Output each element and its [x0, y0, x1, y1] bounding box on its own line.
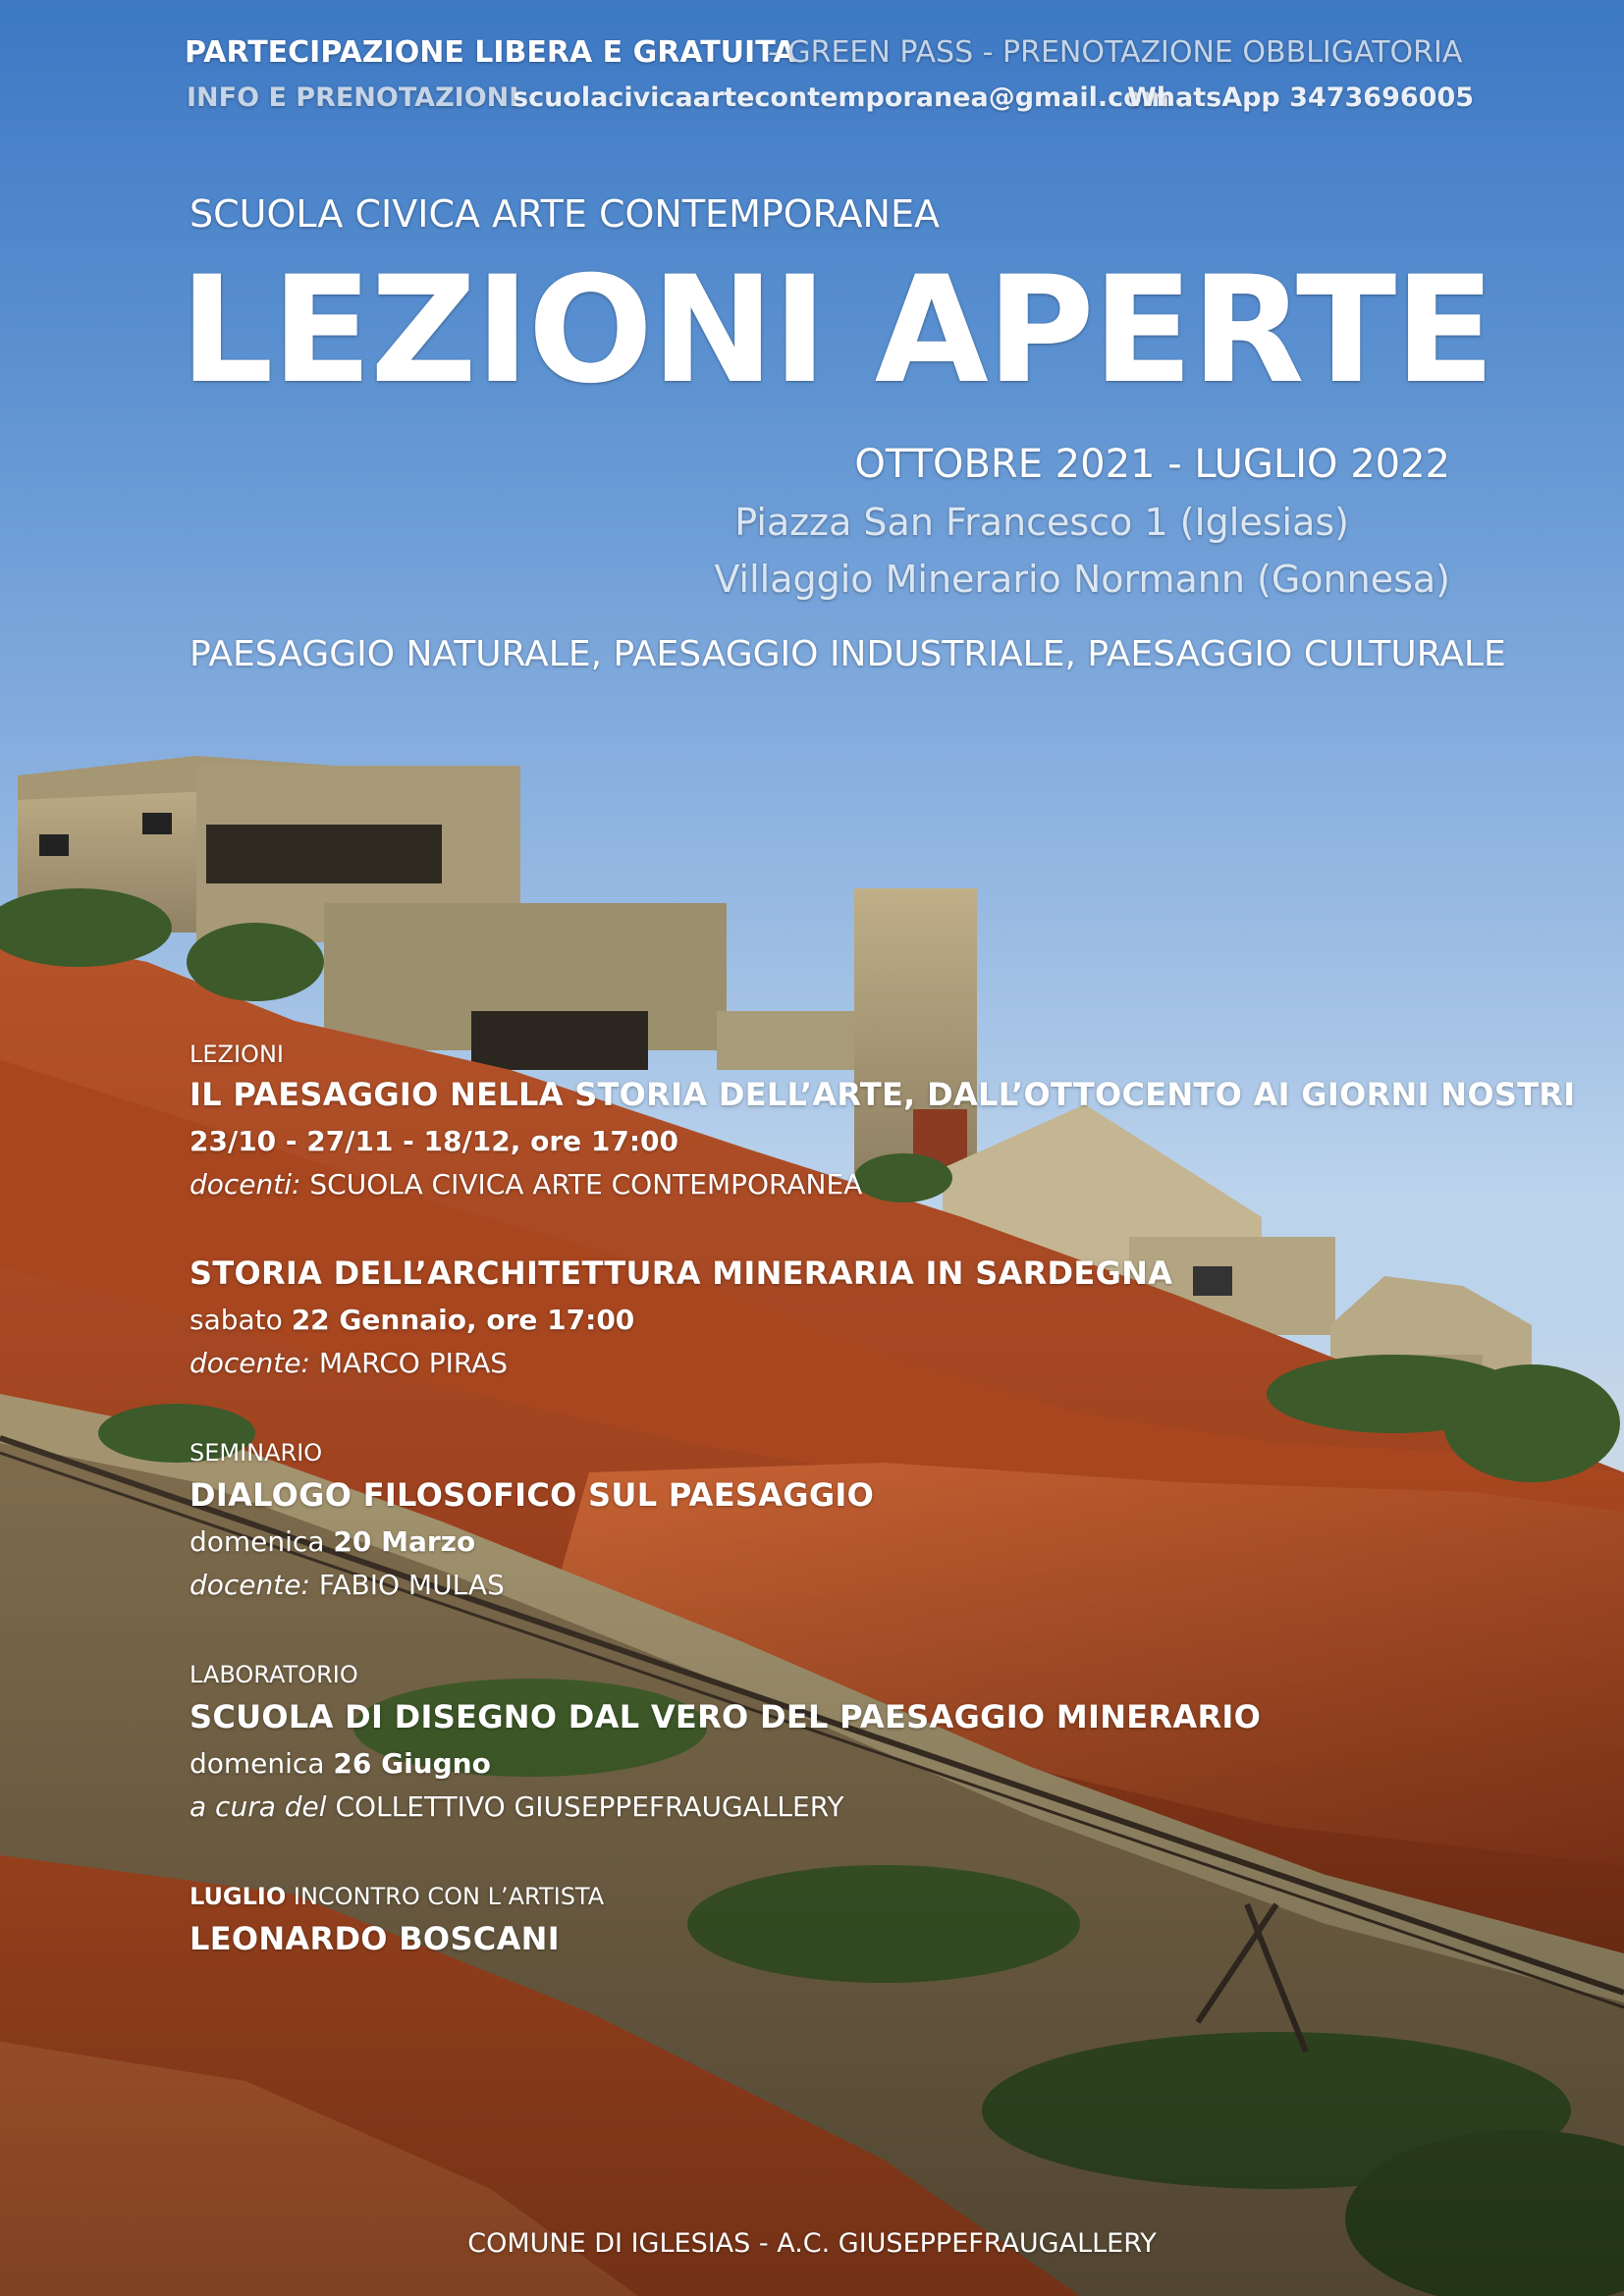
- event-title-dialogo: DIALOGO FILOSOFICO SUL PAESAGGIO: [189, 1476, 875, 1514]
- info-label: INFO E PRENOTAZIONI: [187, 82, 519, 113]
- main-title: LEZIONI APERTE: [180, 245, 1493, 416]
- event-category-lezioni: LEZIONI: [189, 1041, 284, 1068]
- event-teacher-dialogo: [189, 1569, 505, 1601]
- event-title-architettura: STORIA DELL’ARCHITETTURA MINERARIA IN SARDEGNA: [189, 1255, 1173, 1292]
- curator-name: COLLETTIVO GIUSEPPEFRAUGALLERY: [335, 1790, 844, 1823]
- event-curator-disegno: [189, 1790, 843, 1823]
- category-label: INCONTRO CON L’ARTISTA: [293, 1883, 605, 1910]
- event-category-seminario: SEMINARIO: [189, 1439, 323, 1467]
- event-teacher-lezioni: [189, 1168, 862, 1201]
- event-title-artist: LEONARDO BOSCANI: [189, 1920, 560, 1957]
- footer-credits: COMUNE DI IGLESIAS - A.C. GIUSEPPEFRAUGALLERY: [467, 2228, 1157, 2259]
- teacher-role: docente:: [189, 1569, 310, 1601]
- date-prefix: domenica: [189, 1747, 325, 1780]
- teacher-name: SCUOLA CIVICA ARTE CONTEMPORANEA: [309, 1168, 863, 1201]
- free-participation-label: PARTECIPAZIONE LIBERA E GRATUITA: [185, 35, 796, 70]
- location-gonnesa: Villaggio Minerario Normann (Gonnesa): [714, 558, 1450, 601]
- teacher-role: docenti:: [189, 1168, 301, 1201]
- event-date-lezioni: 23/10 - 27/11 - 18/12, ore 17:00: [189, 1125, 678, 1157]
- date-prefix: domenica: [189, 1525, 325, 1558]
- event-title-disegno: SCUOLA DI DISEGNO DAL VERO DEL PAESAGGIO MINERARIO: [189, 1698, 1262, 1735]
- requirements-label: - GREEN PASS - PRENOTAZIONE OBBLIGATORIA: [768, 35, 1463, 70]
- whatsapp-contact[interactable]: WhatsApp 3473696005: [1127, 82, 1475, 113]
- date-value: 20 Marzo: [333, 1525, 476, 1558]
- event-teacher-architettura: [189, 1347, 508, 1379]
- date-prefix: sabato: [189, 1304, 283, 1336]
- theme-subtitle: PAESAGGIO NATURALE, PAESAGGIO INDUSTRIALE, PAESAGGIO CULTURALE: [189, 634, 1506, 674]
- curator-role: a cura del: [189, 1790, 327, 1823]
- contact-email-link[interactable]: scuolacivicaartecontemporanea@gmail.com: [513, 82, 1169, 113]
- date-range: OTTOBRE 2021 - LUGLIO 2022: [854, 442, 1450, 487]
- location-iglesias: Piazza San Francesco 1 (Iglesias): [734, 501, 1349, 544]
- teacher-role: docente:: [189, 1347, 310, 1379]
- date-value: 26 Giugno: [333, 1747, 491, 1780]
- event-title-paesaggio-arte: IL PAESAGGIO NELLA STORIA DELL’ARTE, DALL’OTTOCENTO AI GIORNI NOSTRI: [189, 1076, 1576, 1113]
- organizer-name: SCUOLA CIVICA ARTE CONTEMPORANEA: [189, 192, 940, 236]
- event-date-dialogo: [189, 1525, 475, 1558]
- date-value: 22 Gennaio, ore 17:00: [291, 1304, 635, 1336]
- month-label: LUGLIO: [189, 1883, 287, 1910]
- teacher-name: FABIO MULAS: [318, 1569, 505, 1601]
- event-category-laboratorio: LABORATORIO: [189, 1661, 358, 1688]
- event-date-disegno: [189, 1747, 491, 1780]
- event-category-incontro: [189, 1883, 604, 1910]
- event-date-architettura: [189, 1304, 634, 1336]
- teacher-name: MARCO PIRAS: [318, 1347, 509, 1379]
